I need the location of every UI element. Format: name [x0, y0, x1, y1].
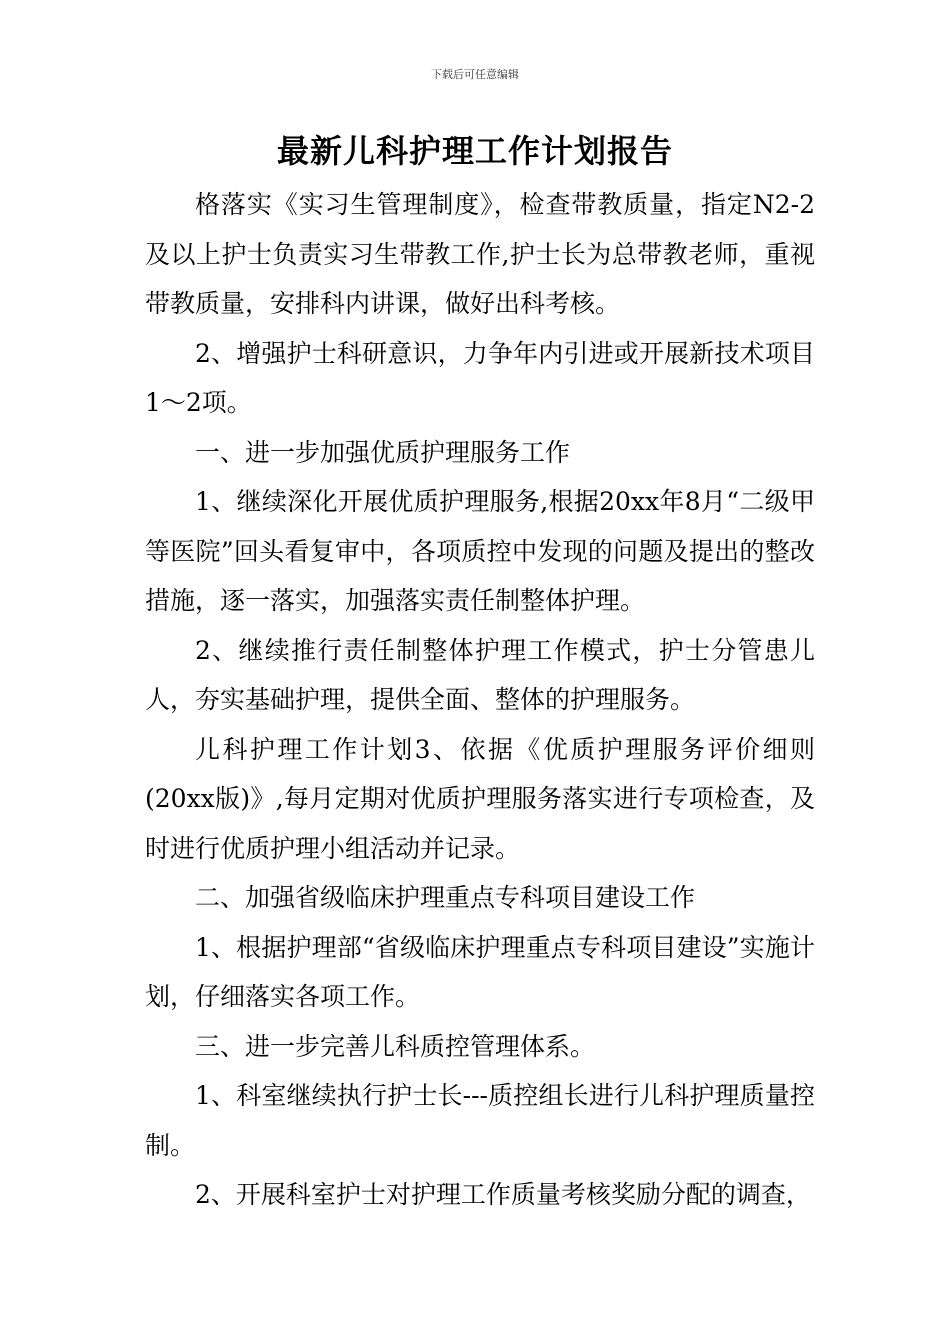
- document-body: [145, 180, 815, 1220]
- section-heading: 二、加强省级临床护理重点专科项目建设工作: [195, 883, 696, 912]
- section-heading: 一、进一步加强优质护理服务工作: [195, 437, 571, 467]
- document-title: 最新儿科护理工作计划报告: [276, 132, 673, 170]
- paragraph: 2、继续推行责任制整体护理工作模式，护士分管患儿人，夯实基础护理，提供全面、整体的护理服务。: [145, 635, 815, 714]
- paragraph: 1、继续深化开展优质护理服务,根据20xx年8月“二级甲等医院”回头看复审中，各项质控中发现的问题及提出的整改措施，逐一落实，加强落实责任制整体护理。: [145, 487, 815, 615]
- paragraph: 2、增强护士科研意识，力争年内引进或开展新技术项目1～2项。: [145, 338, 815, 417]
- paragraph: 2、开展科室护士对护理工作质量考核奖励分配的调查，: [195, 1180, 811, 1209]
- paragraph: 格落实《实习生管理制度》，检查带教质量，指定N2-2及以上护士负责实习生带教工作,护士长为总带教老师，重视带教质量，安排科内讲课，做好出科考核。: [145, 190, 815, 318]
- paragraph: 儿科护理工作计划3、依据《优质护理服务评价细则(20xx版)》,每月定期对优质护理服务落实进行专项检查，及时进行优质护理小组活动并记录。: [145, 734, 815, 863]
- header-note: 下载后可任意编辑: [431, 68, 519, 81]
- paragraph: 1、根据护理部“省级临床护理重点专科项目建设”实施计划，仔细落实各项工作。: [145, 932, 815, 1011]
- section-heading: 三、进一步完善儿科质控管理体系。: [195, 1031, 596, 1061]
- paragraph: 1、科室继续执行护士长---质控组长进行儿科护理质量控制。: [145, 1081, 815, 1160]
